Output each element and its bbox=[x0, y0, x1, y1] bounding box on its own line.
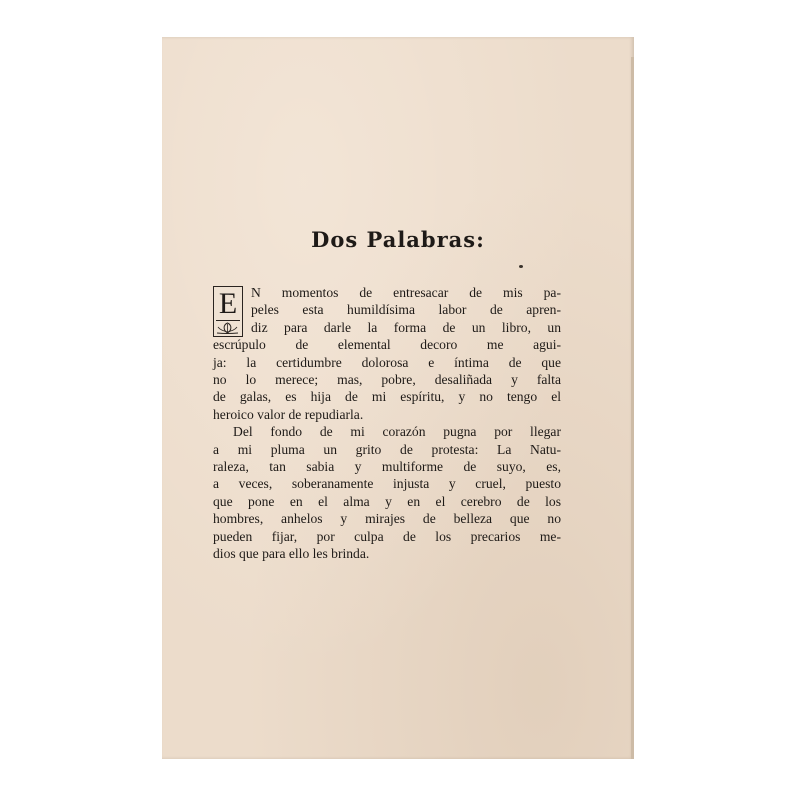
paragraph-1 bbox=[213, 284, 561, 423]
body-text bbox=[213, 284, 561, 563]
paragraph-2 bbox=[213, 423, 561, 562]
text-line: dios que para ello les brinda. bbox=[213, 546, 370, 562]
ink-speck bbox=[519, 265, 523, 268]
text-line: escrúpulo de elemental decoro me agui- bbox=[213, 337, 561, 353]
text-line: hombres, anhelos y mirajes de belleza que no bbox=[213, 511, 561, 527]
text-line: que pone en el alma y en el cerebro de los bbox=[213, 493, 561, 509]
text-line: pueden fijar, por culpa de los precarios me- bbox=[213, 528, 561, 544]
text-line: de galas, es hija de mi espíritu, y no tengo el bbox=[213, 389, 561, 405]
drop-cap-box bbox=[213, 286, 243, 337]
text-line: a mi pluma un grito de protesta: La Natu- bbox=[213, 441, 561, 457]
text-line: a veces, soberanamente injusta y cruel, puesto bbox=[213, 476, 561, 492]
book-page bbox=[162, 37, 634, 759]
text-line: N momentos de entresacar de mis pa- bbox=[251, 285, 561, 300]
page-edge bbox=[631, 57, 634, 759]
text-line: diz para darle la forma de un libro, un bbox=[251, 319, 561, 335]
text-line: ja: la certidumbre dolorosa e íntima de que bbox=[213, 354, 561, 370]
text-line: heroico valor de repudiarla. bbox=[213, 406, 364, 422]
leaf-ornament-icon bbox=[214, 321, 242, 336]
drop-cap-letter: E bbox=[218, 287, 238, 320]
page-title: Dos Palabras: bbox=[311, 227, 485, 252]
text-line: Del fondo de mi corazón pugna por llegar bbox=[233, 424, 561, 440]
text-line: no lo merece; mas, pobre, desaliñada y falta bbox=[213, 372, 561, 388]
text-line: peles esta humildísima labor de apren- bbox=[251, 302, 561, 318]
text-line: raleza, tan sabia y multiforme de suyo, es, bbox=[213, 459, 561, 475]
